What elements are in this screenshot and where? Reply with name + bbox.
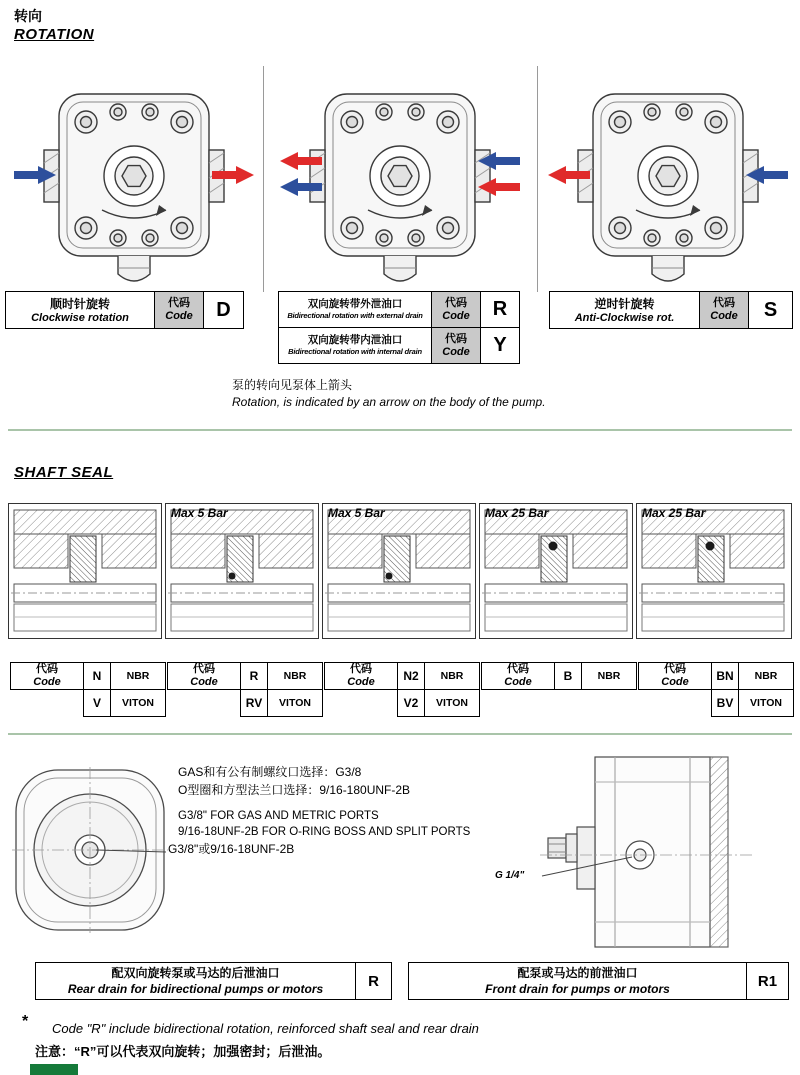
code-header-en: Code [33,676,61,688]
seal-material: VITON [436,697,468,709]
seal-code: V2 [403,696,419,710]
code-header-en: Code [710,310,738,322]
seal-material-cell [738,662,794,690]
seal-pressure-label: Max 25 Bar [642,506,706,520]
inlet-arrow-blue [746,166,788,184]
seal-pressure-label: Max 5 Bar [328,506,385,520]
code-header-zh: 代码 [350,663,372,675]
rotation-label-cell [278,327,432,364]
seal-code-cell [83,662,111,690]
seal-material-cell [267,662,323,690]
rotation-label-en: Anti-Clockwise rot. [574,311,675,324]
seal-cross-section [323,504,475,637]
seal-diagram-1 [8,503,162,639]
code-header-zh: 代码 [507,663,529,675]
code-value-cell [203,291,244,329]
code-header-en: Code [661,676,689,688]
footnote-en: Code "R" include bidirectional rotation, reinforced shaft seal and rear drain [52,1021,479,1036]
ports-line-en-1: G3/8" FOR GAS AND METRIC PORTS [178,810,379,822]
seal-code-cell [240,662,268,690]
code-value-cell [480,291,520,328]
clockwise-pump-diagram [14,88,254,288]
seal-code-cell [711,689,739,717]
seal-material-cell [110,689,166,717]
right-arrow-blue [478,152,520,170]
seal-cross-section [9,504,161,637]
code-header-zh: 代码 [193,663,215,675]
rotation-label-cell [549,291,700,329]
seal-pressure-label: Max 5 Bar [171,506,228,520]
drain-code-cell [355,962,392,1000]
code-value: D [216,298,231,321]
outlet-arrow-red [548,166,590,184]
drain-label-cell [35,962,356,1000]
ports-line-zh-2: O型圈和方型法兰口选择：9/16-180UNF-2B [178,783,411,797]
rotation-label-cell [278,291,432,328]
drain-label-en: Front drain for pumps or motors [485,982,670,996]
page-title-zh: 转向 [14,8,42,24]
seal-code: V [92,696,101,710]
bidirectional-internal-code-table [278,327,520,364]
seal-material-cell [110,662,166,690]
drain-label-cell [408,962,747,1000]
seal-code-cell [397,662,425,690]
seal-code: N2 [403,669,419,683]
code-value-cell [480,327,520,364]
code-header-zh: 代码 [664,663,686,675]
inlet-arrow-blue [14,166,56,184]
page-title-rotation: ROTATION [14,26,95,43]
seal-code-cell [397,689,425,717]
seal-material-cell [424,662,480,690]
code-header-en: Code [442,345,470,358]
code-value-cell [748,291,793,329]
column-divider-right [537,66,538,292]
code-header-cell [431,327,481,364]
pump-rear-view-diagram [10,765,170,935]
footnote-zh: 注意：“R”可以代表双向旋转；加强密封；后泄油。 [35,1044,331,1059]
seal-code: N [92,669,102,683]
seal-diagram-4 [479,503,633,639]
code-header-en: Code [190,676,218,688]
code-header-zh: 代码 [36,663,58,675]
left-arrow-blue [280,178,322,196]
rotation-label-zh: 顺时针旋转 [49,296,110,311]
drain-label-zh: 配泵或马达的前泄油口 [517,966,638,980]
seal-cross-section [480,504,632,637]
left-arrow-red [280,152,322,170]
pump-side-section-diagram [540,752,755,952]
seal-material: NBR [126,670,150,682]
shaft-seal-title: SHAFT SEAL [14,464,114,481]
front-drain-table [408,962,789,1000]
seal-material: NBR [283,670,307,682]
code-header-en: Code [347,676,375,688]
drain-label-zh: 配双向旋转泵或马达的后泄油口 [111,966,280,980]
column-divider-left [263,66,264,292]
code-header-cell [154,291,204,329]
seal-code: BV [716,696,734,710]
page-footer-mark [30,1064,78,1075]
seal-code: RV [245,696,263,710]
code-header-zh: 代码 [713,297,735,309]
seal-code-cell [83,689,111,717]
seal-diagram-5 [636,503,792,639]
footnote-asterisk: * [22,1013,29,1030]
drain-code: R1 [757,972,778,990]
code-header-zh: 代码 [168,297,190,309]
code-value: Y [493,334,507,356]
seal-material: NBR [597,670,621,682]
code-header-zh: 代码 [445,332,467,345]
bidirectional-external-code-table [278,291,520,328]
seal-material: NBR [754,670,778,682]
rotation-label-zh: 双向旋转带内泄油口 [307,334,403,346]
drain-code-cell [746,962,789,1000]
seal-code-cell [240,689,268,717]
seal-code-cell [711,662,739,690]
drain-label-en: Rear drain for bidirectional pumps or motors [67,982,324,996]
rear-drain-table [35,962,392,1000]
code-header-en: Code [504,676,532,688]
seal-material-cell [424,689,480,717]
rotation-label-en: Clockwise rotation [31,311,129,324]
g14-port-label: G 1/4" [495,870,525,881]
seal-material: VITON [750,697,782,709]
bidirectional-pump-diagram [280,88,520,288]
code-header-zh: 代码 [445,296,467,309]
code-header-cell [324,662,398,690]
right-arrow-red [478,178,520,196]
anticlockwise-code-table [549,291,793,329]
rotation-label-en: Bidirectional rotation with external drain [287,311,423,320]
code-header-cell [481,662,555,690]
seal-code: BN [716,669,734,683]
seal-material-cell [581,662,637,690]
code-header-cell [10,662,84,690]
seal-material: NBR [440,670,464,682]
ports-text-block [178,763,470,840]
seal-material-cell [267,689,323,717]
pump-front-view [568,88,768,288]
code-header-cell [167,662,241,690]
drain-code: R [368,972,379,990]
seal-diagram-3 [322,503,476,639]
pump-front-view [300,88,500,288]
code-header-en: Code [442,309,470,322]
seal-code: R [249,669,259,683]
section-divider [8,429,792,431]
port-callout-label: G3/8"或9/16-18UNF-2B [168,842,295,856]
rotation-label-cell [5,291,155,329]
seal-material: VITON [122,697,154,709]
clockwise-code-table [5,291,244,329]
code-header-en: Code [165,310,193,322]
section-divider [8,733,792,735]
seal-material: VITON [279,697,311,709]
seal-code-cell [554,662,582,690]
rotation-note-en: Rotation, is indicated by an arrow on the body of the pump. [232,395,546,409]
code-header-cell [638,662,712,690]
seal-material-cell [738,689,794,717]
seal-pressure-label: Max 25 Bar [485,506,549,520]
ports-line-en-2: 9/16-18UNF-2B FOR O-RING BOSS AND SPLIT PORTS [178,826,471,838]
seal-code: B [563,669,573,683]
rotation-label-en: Bidirectional rotation with internal drain [288,347,422,356]
anticlockwise-pump-diagram [548,88,788,288]
seal-cross-section [166,504,318,637]
ports-line-zh-1: GAS和有公有制螺纹口选择：G3/8 [178,765,362,779]
rotation-note-zh: 泵的转向见泵体上箭头 [232,378,353,392]
seal-diagram-2 [165,503,319,639]
rotation-label-zh: 逆时针旋转 [594,296,655,311]
code-value: R [492,298,508,320]
outlet-arrow-red [212,166,254,184]
seal-cross-section [637,504,789,637]
code-header-cell [431,291,481,328]
rotation-label-zh: 双向旋转带外泄油口 [307,298,403,310]
code-value: S [763,298,778,321]
code-header-cell [699,291,749,329]
pump-front-view [34,88,234,288]
